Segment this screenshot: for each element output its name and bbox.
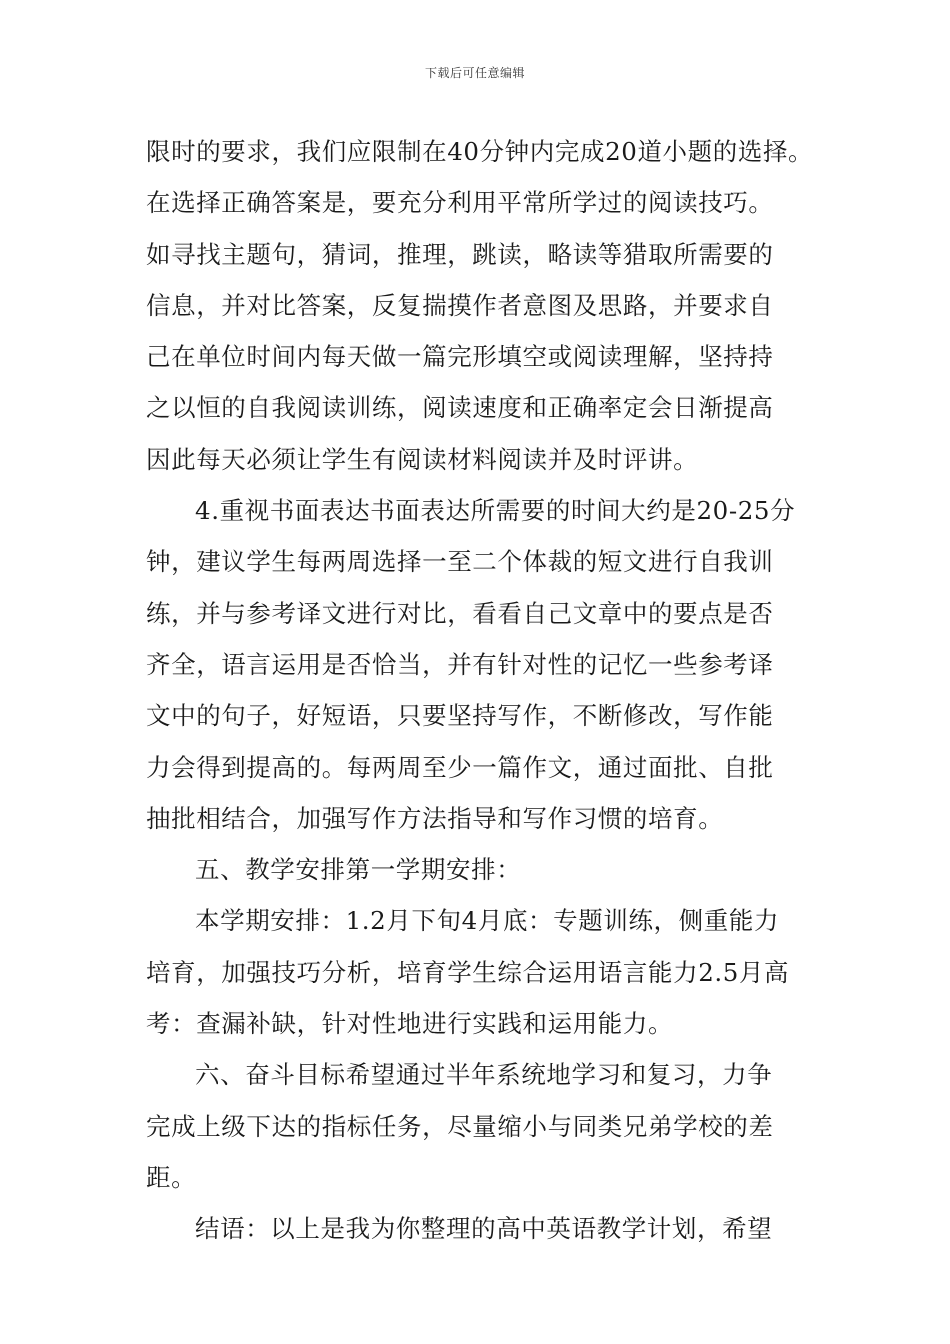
text-line: 钟，建议学生每两周选择一至二个体裁的短文进行自我训	[146, 547, 774, 577]
text-line: 完成上级下达的指标任务，尽量缩小与同类兄弟学校的差	[146, 1111, 774, 1141]
text-line: 文中的句子，好短语，只要坚持写作，不断修改，写作能	[146, 701, 774, 731]
text-line: 力会得到提高的。每两周至少一篇作文，通过面批、自批	[146, 752, 774, 782]
text-line: 抽批相结合，加强写作方法指导和写作习惯的培育。	[146, 803, 724, 833]
page-header: 下载后可任意编辑	[424, 66, 525, 80]
text-line: 六、奋斗目标希望通过半年系统地学习和复习，力争	[195, 1060, 773, 1090]
text-line: 如寻找主题句，猜词，推理，跳读，略读等猎取所需要的	[146, 239, 774, 269]
text-line: 之以恒的自我阅读训练，阅读速度和正确率定会日渐提高	[146, 393, 774, 423]
text-line: 结语：以上是我为你整理的高中英语教学计划，希望	[195, 1214, 773, 1244]
text-line: 己在单位时间内每天做一篇完形填空或阅读理解，坚持持	[146, 342, 774, 372]
text-line: 距。	[146, 1162, 197, 1192]
text-line: 五、教学安排第一学期安排：	[195, 855, 522, 885]
text-line: 因此每天必须让学生有阅读材料阅读并及时评讲。	[146, 444, 699, 474]
text-line: 本学期安排：1.2月下旬4月底：专题训练，侧重能力	[195, 906, 780, 936]
text-line: 培育，加强技巧分析，培育学生综合运用语言能力2.5月高	[146, 957, 790, 987]
text-line: 练，并与参考译文进行对比，看看自己文章中的要点是否	[146, 598, 774, 628]
text-line: 限时的要求，我们应限制在40分钟内完成20道小题的选择。	[146, 137, 814, 166]
document-body	[146, 126, 814, 1255]
text-line: 考：查漏补缺，针对性地进行实践和运用能力。	[146, 1009, 674, 1039]
text-line: 齐全，语言运用是否恰当，并有针对性的记忆一些参考译	[146, 649, 774, 679]
text-line: 信息，并对比答案，反复揣摸作者意图及思路，并要求自	[146, 290, 774, 320]
text-line: 4.重视书面表达书面表达所需要的时间大约是20-25分	[195, 496, 796, 526]
text-line: 在选择正确答案是，要充分利用平常所学过的阅读技巧。	[146, 188, 774, 218]
